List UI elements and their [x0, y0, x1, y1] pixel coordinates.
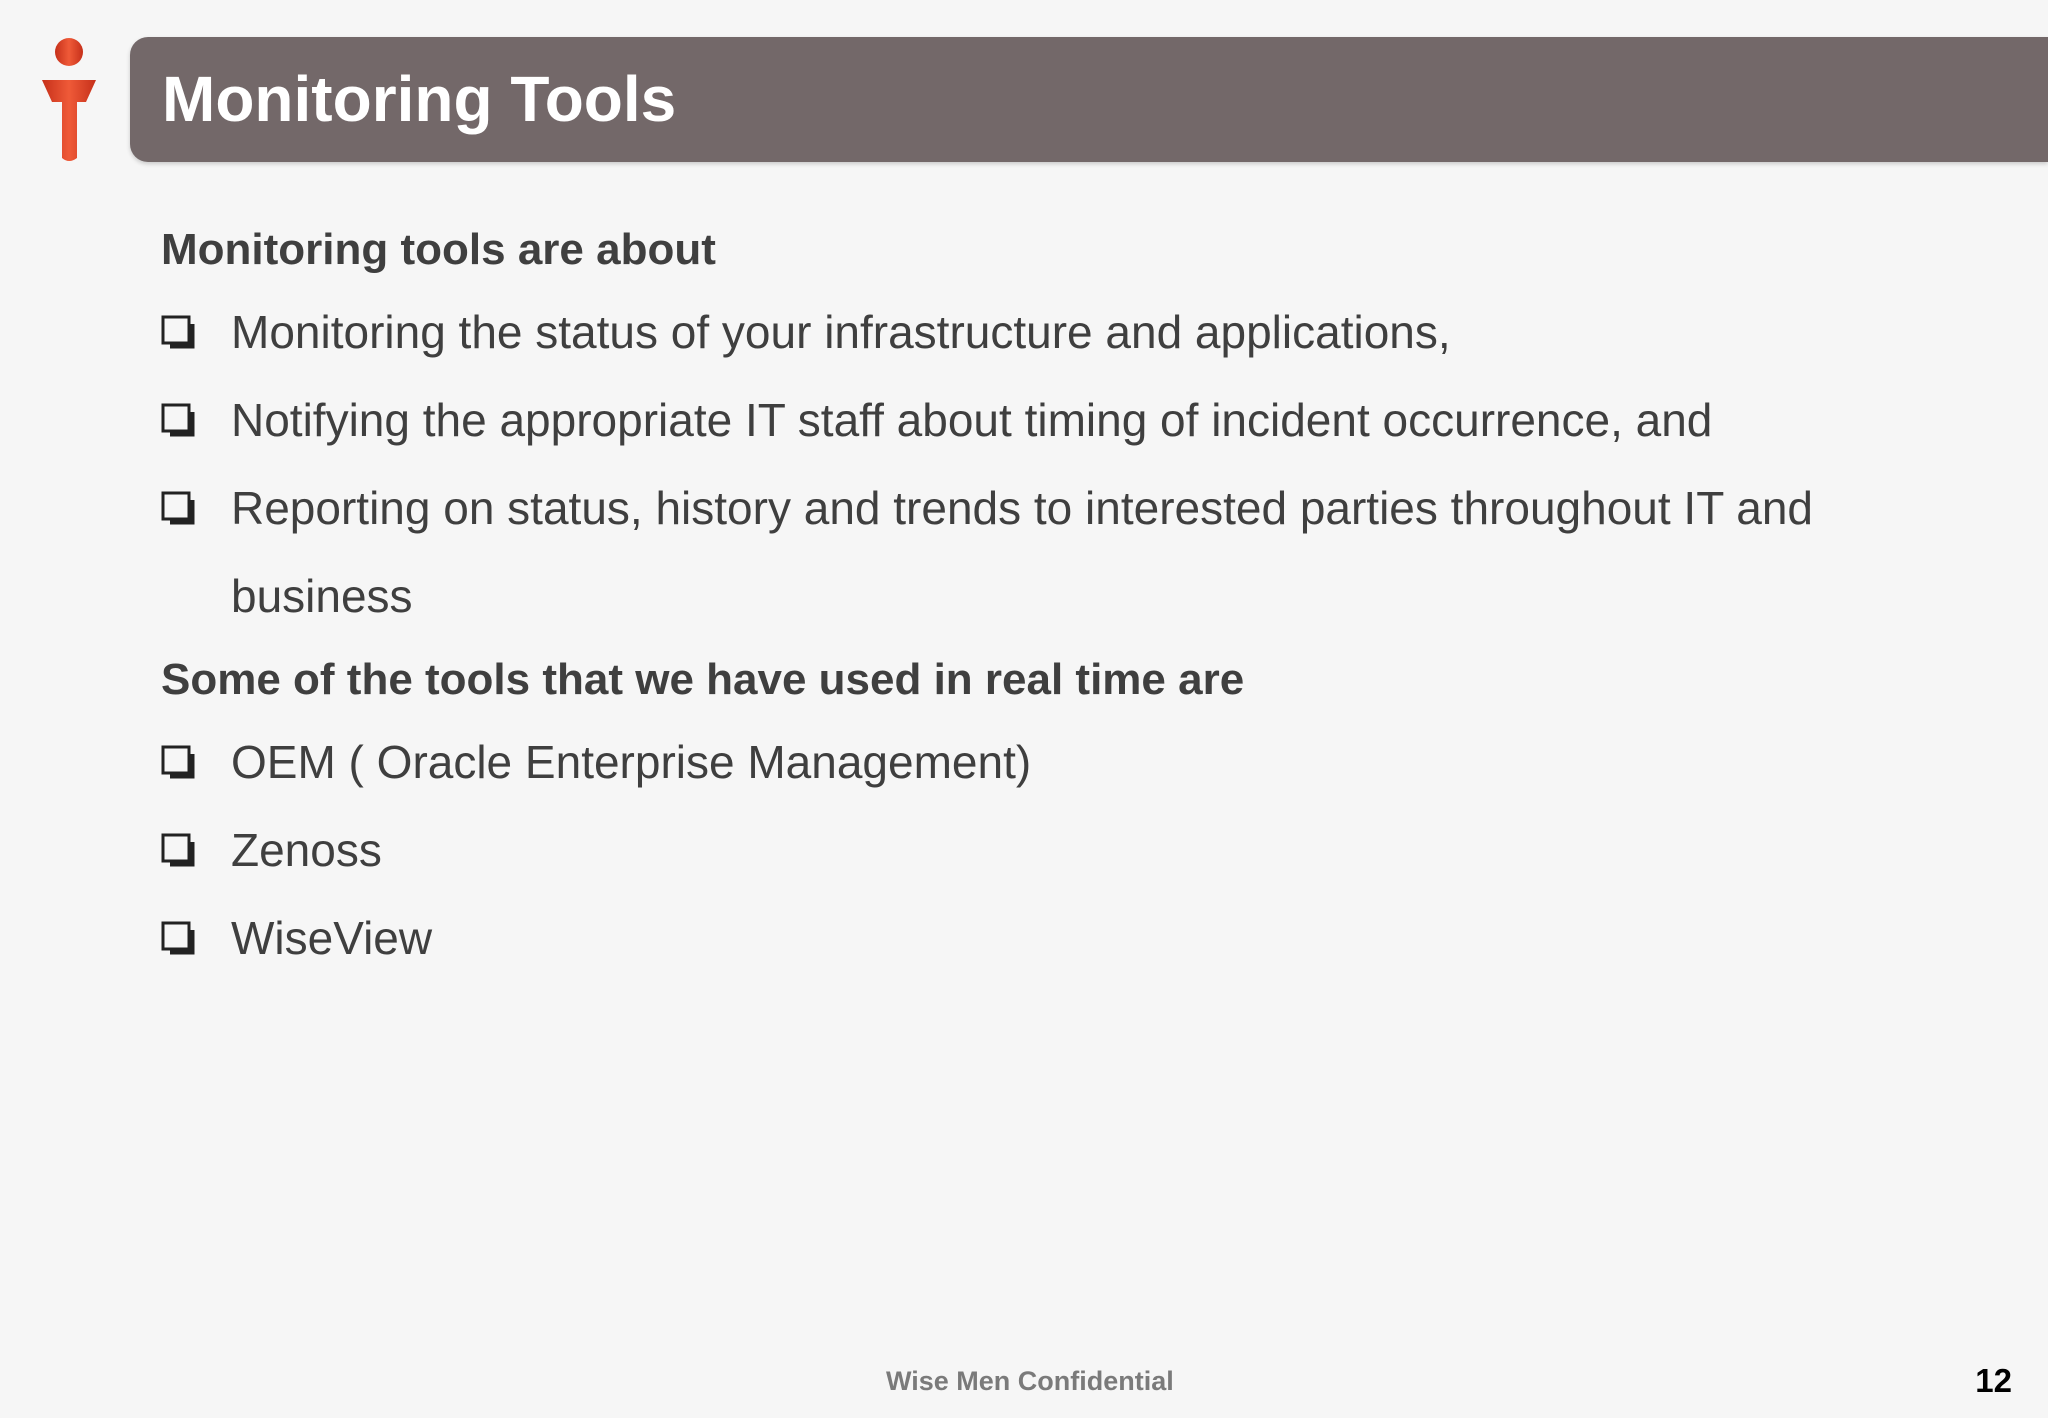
list-item — [161, 894, 1961, 982]
section-heading-tools-used: Some of the tools that we have used in real time are — [161, 655, 1245, 704]
section-heading-monitoring-about: Monitoring tools are about — [161, 225, 716, 274]
slide-title: Monitoring Tools — [162, 63, 677, 135]
checkbox-square-icon — [161, 315, 195, 349]
page-number: 12 — [1975, 1362, 2012, 1399]
list-item-text: WiseView — [231, 912, 433, 964]
checkbox-square-icon — [161, 403, 195, 437]
list-item-text: Reporting on status, history and trends to interested parties throughout IT and business — [231, 482, 1813, 622]
checkbox-square-icon — [161, 921, 195, 955]
checkbox-square-icon — [161, 833, 195, 867]
checkbox-square-icon — [161, 745, 195, 779]
bullet-list-monitoring-about — [161, 288, 1961, 640]
list-item-text: Zenoss — [231, 824, 382, 876]
list-item — [161, 464, 1961, 640]
list-item — [161, 376, 1961, 464]
list-item — [161, 718, 1961, 806]
bullet-list-tools-used — [161, 718, 1961, 982]
list-item — [161, 288, 1961, 376]
list-item-text: Monitoring the status of your infrastructure and applications, — [231, 306, 1451, 358]
list-item-text: Notifying the appropriate IT staff about timing of incident occurrence, and — [231, 394, 1713, 446]
person-logo-icon — [40, 36, 100, 164]
list-item — [161, 806, 1961, 894]
slide-content — [161, 220, 1961, 982]
list-item-text: OEM ( Oracle Enterprise Management) — [231, 736, 1032, 788]
checkbox-square-icon — [161, 491, 195, 525]
footer-confidential: Wise Men Confidential — [886, 1366, 1174, 1396]
title-bar — [130, 37, 2048, 162]
